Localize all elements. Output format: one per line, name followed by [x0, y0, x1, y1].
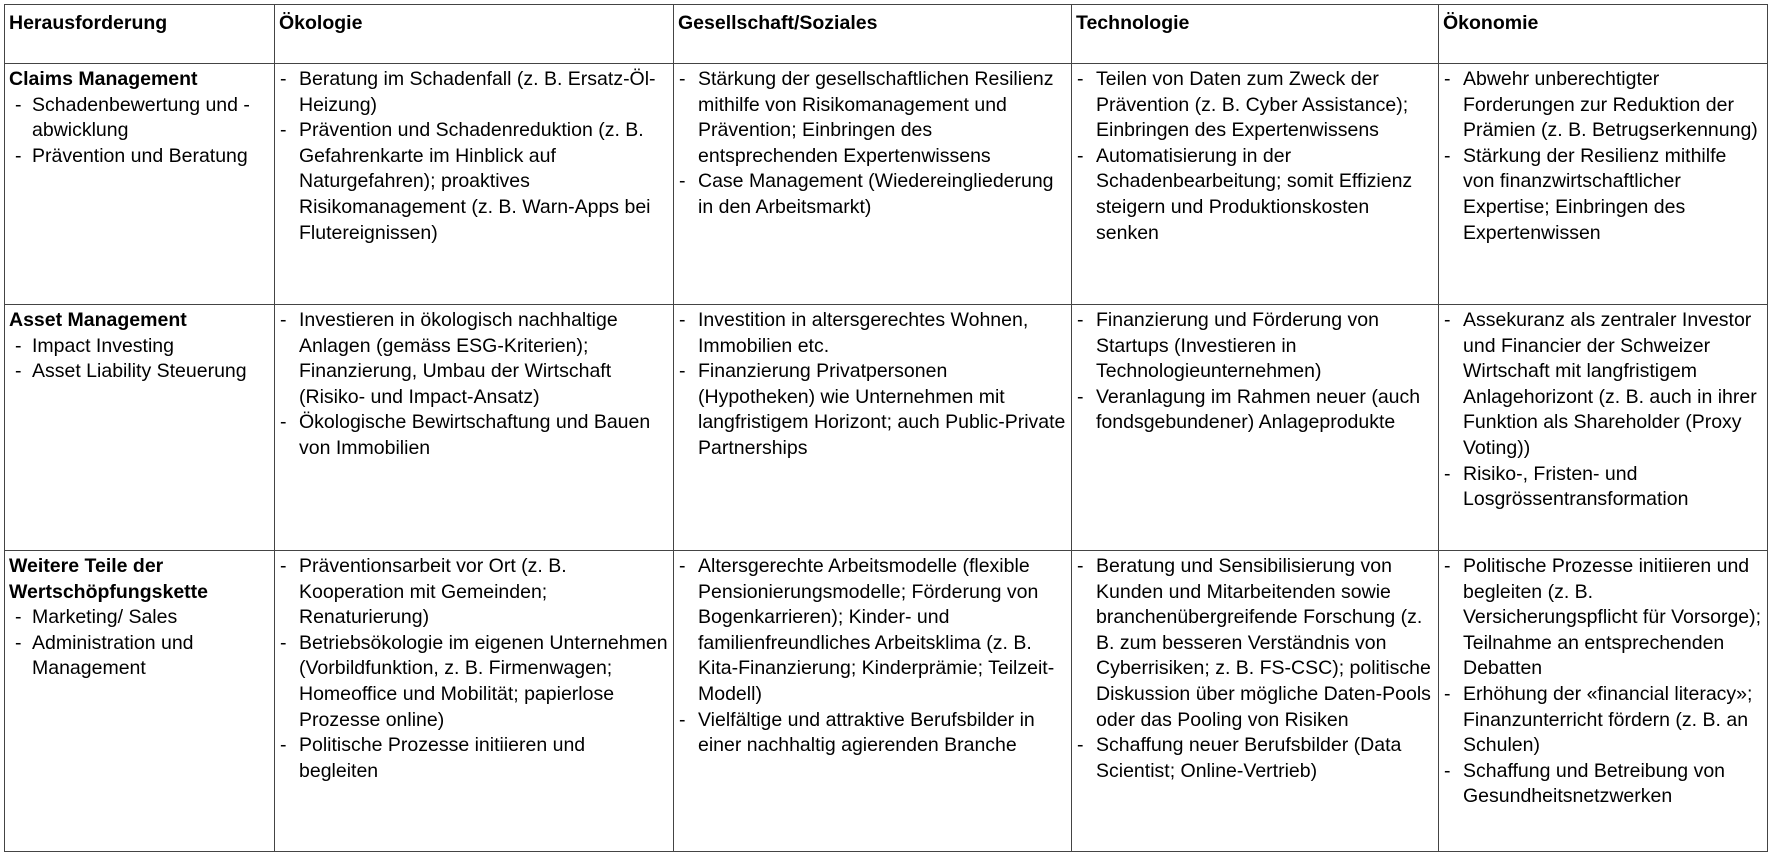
list-item: - Automatisierung in der Schadenbearbeitung; somit Effizienz steigern und Produktionskosten senken — [1076, 144, 1434, 246]
list-item: - Investition in altersgerechtes Wohnen, Immobilien etc. — [678, 308, 1067, 359]
table-row-claims-management — [5, 64, 1768, 305]
challenge-subitems — [9, 93, 270, 170]
list-item: - Altersgerechte Arbeitsmodelle (flexible Pensionierungsmodelle; Förderung von Bogenkarrieren); Kinder- und familienfreundliches Arbeitsklima (z. B. Kita-Finanzierung; Kinderprämie; Teilzeit-Modell) — [678, 554, 1067, 708]
list-item: - Case Management (Wiedereingliederung in den Arbeitsmarkt) — [678, 169, 1067, 220]
row-title: Claims Management — [9, 68, 198, 90]
challenge-subitems — [9, 605, 270, 682]
list-item: - Risiko-, Fristen- und Losgrössentransformation — [1443, 462, 1763, 513]
list-item: - Asset Liability Steuerung — [9, 359, 270, 385]
row-title: Weitere Teile der Wertschöpfungskette — [9, 555, 208, 603]
list-item: - Schaffung neuer Berufsbilder (Data Scientist; Online-Vertrieb) — [1076, 733, 1434, 784]
document-page — [4, 4, 1767, 852]
list-item: - Finanzierung und Förderung von Startups (Investieren in Technologieunternehmen) — [1076, 308, 1434, 385]
cell-oekologie — [275, 64, 674, 305]
header-oekonomie: Ökonomie — [1439, 5, 1768, 64]
header-row — [5, 5, 1768, 64]
list-item: - Präventionsarbeit vor Ort (z. B. Kooperation mit Gemeinden; Renaturierung) — [279, 554, 669, 631]
table-row-asset-management — [5, 305, 1768, 551]
sustainability-matrix-table — [4, 4, 1768, 852]
list-item: - Schaffung und Betreibung von Gesundheitsnetzwerken — [1443, 759, 1763, 810]
cell-oekologie — [275, 305, 674, 551]
list-item: - Investieren in ökologisch nachhaltige Anlagen (gemäss ESG-Kriterien); Finanzierung, Umbau der Wirtschaft (Risiko- und Impact-Ansatz) — [279, 308, 669, 410]
list-item: - Schadenbewertung und -abwicklung — [9, 93, 270, 144]
list-item: - Impact Investing — [9, 334, 270, 360]
list-item: - Finanzierung Privatpersonen (Hypotheken) wie Unternehmen mit langfristigem Horizont; auch Public-Private Partnerships — [678, 359, 1067, 461]
list-item: - Vielfältige und attraktive Berufsbilder in einer nachhaltig agierenden Branche — [678, 708, 1067, 759]
list-item: - Ökologische Bewirtschaftung und Bauen von Immobilien — [279, 410, 669, 461]
challenge-cell — [5, 305, 275, 551]
list-item: - Beratung und Sensibilisierung von Kunden und Mitarbeitenden sowie branchenübergreifende Forschung (z. B. zum besseren Verständnis von Cyberrisiken; z. B. FS-CSC); politische Diskussion über mögliche Daten-Pools oder das Pooling von Risiken — [1076, 554, 1434, 733]
list-item: - Abwehr unberechtigter Forderungen zur Reduktion der Prämien (z. B. Betrugserkennung) — [1443, 67, 1763, 144]
list-item: - Veranlagung im Rahmen neuer (auch fondsgebundener) Anlageprodukte — [1076, 385, 1434, 436]
cell-oekologie — [275, 551, 674, 852]
header-herausforderung: Herausforderung — [5, 5, 275, 64]
cell-oekonomie — [1439, 551, 1768, 852]
table-row-value-chain — [5, 551, 1768, 852]
cell-technologie — [1072, 64, 1439, 305]
list-item: - Marketing/ Sales — [9, 605, 270, 631]
list-item: - Erhöhung der «financial literacy»; Finanzunterricht fördern (z. B. an Schulen) — [1443, 682, 1763, 759]
list-item: - Stärkung der Resilienz mithilfe von finanzwirtschaftlicher Expertise; Einbringen des Expertenwissen — [1443, 144, 1763, 246]
challenge-subitems — [9, 334, 270, 385]
cell-gesellschaft — [674, 305, 1072, 551]
cell-technologie — [1072, 551, 1439, 852]
list-item: - Teilen von Daten zum Zweck der Prävention (z. B. Cyber Assistance); Einbringen des Expertenwissens — [1076, 67, 1434, 144]
cell-technologie — [1072, 305, 1439, 551]
header-technologie: Technologie — [1072, 5, 1439, 64]
cell-oekonomie — [1439, 64, 1768, 305]
list-item: - Politische Prozesse initiieren und begleiten — [279, 733, 669, 784]
list-item: - Prävention und Beratung — [9, 144, 270, 170]
header-gesellschaft: Gesellschaft/Soziales — [674, 5, 1072, 64]
list-item: - Prävention und Schadenreduktion (z. B. Gefahrenkarte im Hinblick auf Naturgefahren); proaktives Risikomanagement (z. B. Warn-Apps bei Flutereignissen) — [279, 118, 669, 246]
list-item: - Administration und Management — [9, 631, 270, 682]
cell-gesellschaft — [674, 64, 1072, 305]
row-title: Asset Management — [9, 309, 187, 331]
list-item: - Betriebsökologie im eigenen Unternehmen (Vorbildfunktion, z. B. Firmenwagen; Homeoffice und Mobilität; papierlose Prozesse online) — [279, 631, 669, 733]
list-item: - Stärkung der gesellschaftlichen Resilienz mithilfe von Risikomanagement und Prävention; Einbringen des entsprechenden Expertenwissens — [678, 67, 1067, 169]
list-item: - Assekuranz als zentraler Investor und Financier der Schweizer Wirtschaft mit langfristigem Anlagehorizont (z. B. auch in ihrer Funktion als Shareholder (Proxy Voting)) — [1443, 308, 1763, 462]
cell-oekonomie — [1439, 305, 1768, 551]
cell-gesellschaft — [674, 551, 1072, 852]
challenge-cell — [5, 64, 275, 305]
list-item: - Politische Prozesse initiieren und begleiten (z. B. Versicherungspflicht für Vorsorge); Teilnahme an entsprechenden Debatten — [1443, 554, 1763, 682]
header-oekologie: Ökologie — [275, 5, 674, 64]
list-item: - Beratung im Schadenfall (z. B. Ersatz-Öl-Heizung) — [279, 67, 669, 118]
challenge-cell — [5, 551, 275, 852]
